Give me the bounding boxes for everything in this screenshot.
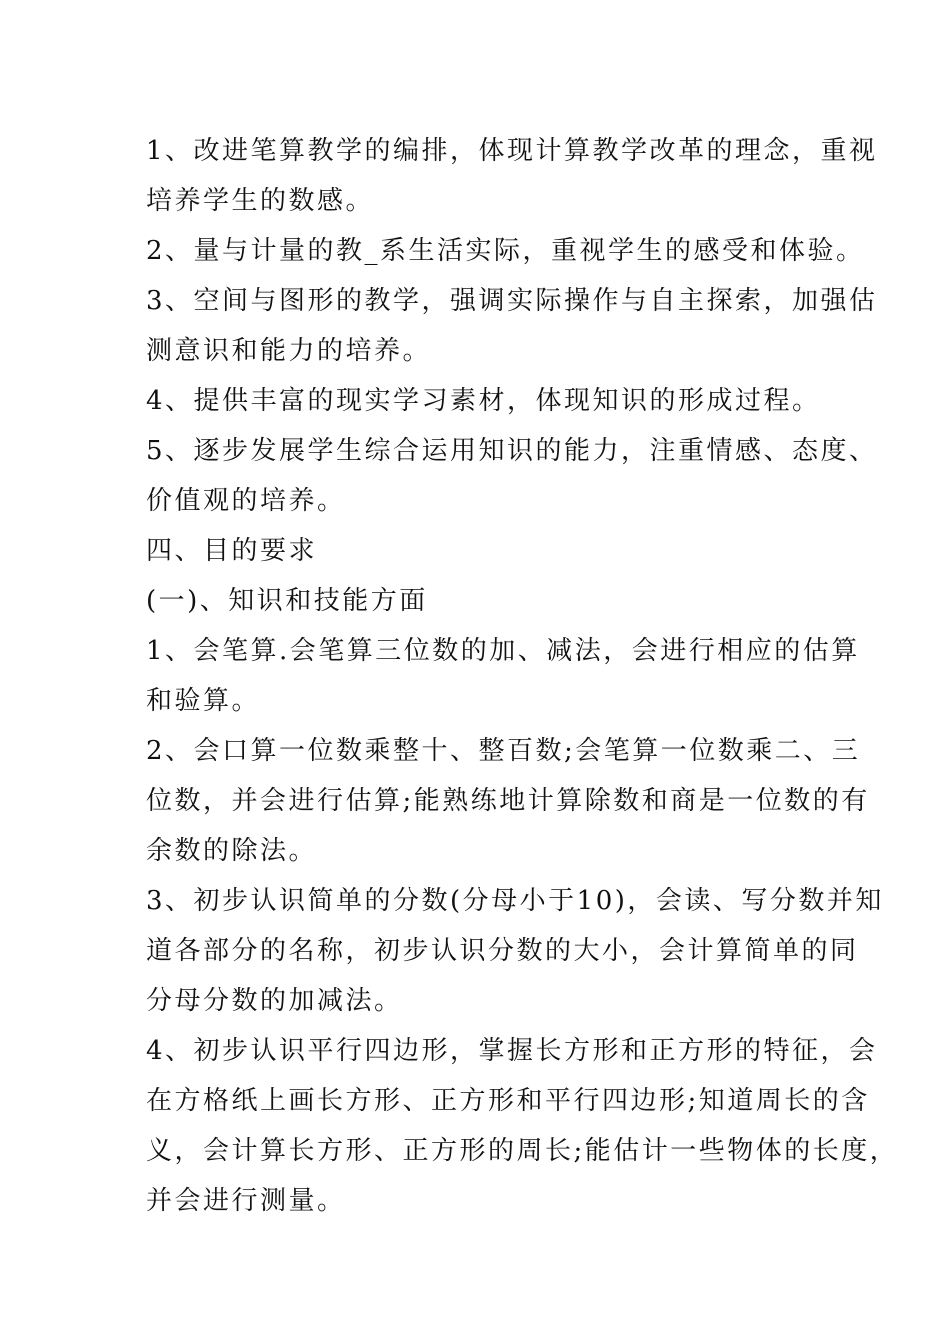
text-line: 价值观的培养。: [146, 486, 346, 516]
text-line: 义，会计算长方形、正方形的周长;能估计一些物体的长度，: [146, 1136, 899, 1166]
text-line: 测意识和能力的培养。: [146, 336, 432, 366]
subsection-heading: (一)、知识和技能方面: [146, 586, 428, 616]
text-line: 4、初步认识平行四边形，掌握长方形和正方形的特征，会: [146, 1036, 878, 1066]
section-heading: 四、目的要求: [146, 536, 318, 566]
text-line: 4、提供丰富的现实学习素材，体现知识的形成过程。: [146, 386, 821, 416]
text-line: 3、空间与图形的教学，强调实际操作与自主探索，加强估: [146, 286, 878, 316]
document-body: [146, 126, 899, 1226]
text-line: 3、初步认识简单的分数(分母小于10)，会读、写分数并知: [146, 886, 884, 916]
text-line: 位数，并会进行估算;能熟练地计算除数和商是一位数的有: [146, 786, 870, 816]
text-line: 2、量与计量的教_系生活实际，重视学生的感受和体验。: [146, 236, 865, 266]
text-line: 1、改进笔算教学的编排，体现计算教学改革的理念，重视: [146, 136, 878, 166]
text-line: 在方格纸上画长方形、正方形和平行四边形;知道周长的含: [146, 1086, 870, 1116]
text-line: 培养学生的数感。: [146, 186, 375, 216]
text-line: 1、会笔算.会笔算三位数的加、减法，会进行相应的估算: [146, 636, 860, 666]
text-line: 和验算。: [146, 686, 261, 716]
text-line: 5、逐步发展学生综合运用知识的能力，注重情感、态度、: [146, 436, 878, 466]
text-line: 余数的除法。: [146, 836, 318, 866]
text-line: 2、会口算一位数乘整十、整百数;会笔算一位数乘二、三: [146, 736, 861, 766]
text-line: 道各部分的名称，初步认识分数的大小，会计算简单的同: [146, 936, 859, 966]
text-line: 分母分数的加减法。: [146, 986, 403, 1016]
text-line: 并会进行测量。: [146, 1186, 346, 1216]
